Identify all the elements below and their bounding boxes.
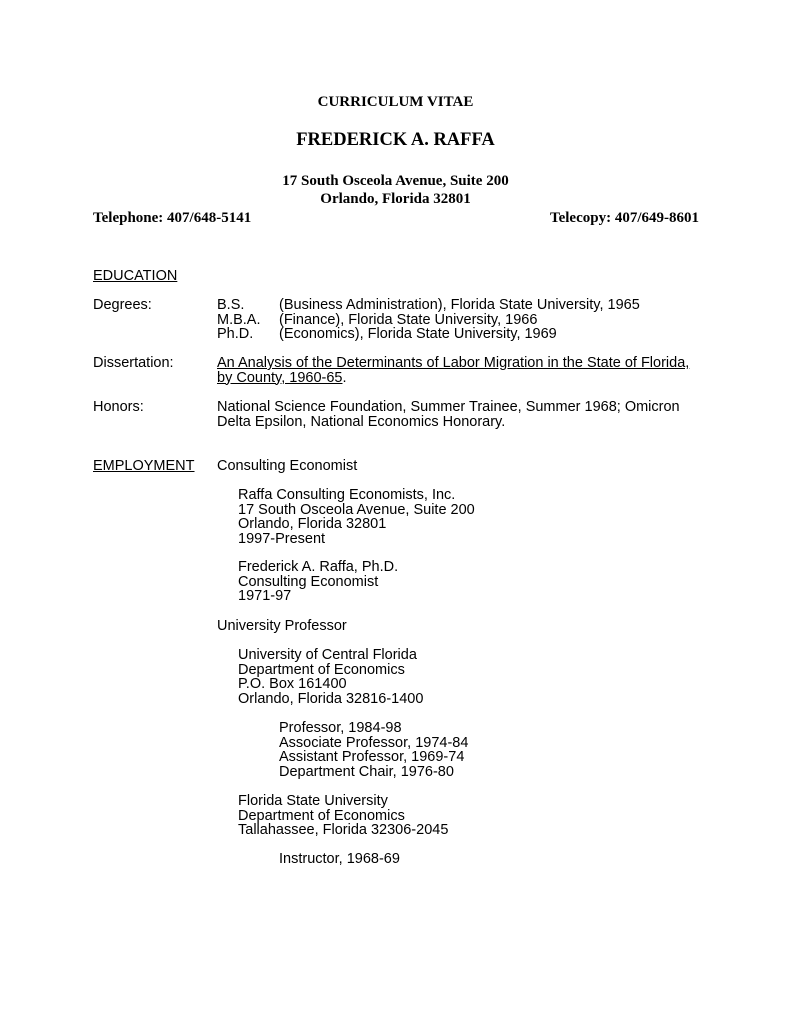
employer-line: University of Central Florida xyxy=(238,647,417,663)
telephone: Telephone: 407/648-5141 xyxy=(93,210,252,226)
address-line-2: Orlando, Florida 32801 xyxy=(320,191,471,207)
employer-line: Orlando, Florida 32816-1400 xyxy=(238,690,424,707)
employer-line: 1971-97 xyxy=(238,588,292,604)
degree-abbr: M.B.A. xyxy=(217,311,261,328)
raffa-consulting-block xyxy=(238,488,475,546)
dissertation-label: Dissertation: xyxy=(93,355,174,371)
education-heading: EDUCATION xyxy=(93,268,178,284)
degrees-label: Degrees: xyxy=(93,297,152,313)
honors-text xyxy=(217,400,680,429)
degrees-list xyxy=(217,298,640,342)
fsu-block xyxy=(238,794,448,838)
dissertation-title xyxy=(217,356,689,385)
degree-abbr: B.S. xyxy=(217,297,245,313)
position-line: Associate Professor, 1974-84 xyxy=(279,734,469,751)
degree-detail: (Business Administration), Florida State University, 1965 xyxy=(279,297,640,313)
position-line: Instructor, 1968-69 xyxy=(279,851,400,867)
employer-line: 1997-Present xyxy=(238,530,326,547)
degree-row xyxy=(217,298,640,313)
position-line: Assistant Professor, 1969-74 xyxy=(279,749,465,765)
employer-line: Florida State University xyxy=(238,793,388,809)
position-line: Professor, 1984-98 xyxy=(279,720,402,736)
consulting-title: Consulting Economist xyxy=(217,458,358,474)
employer-line: Raffa Consulting Economists, Inc. xyxy=(238,487,456,503)
fsu-positions xyxy=(279,852,400,867)
telecopy: Telecopy: 407/649-8601 xyxy=(549,210,699,226)
university-title: University Professor xyxy=(217,618,347,634)
degree-row xyxy=(217,327,640,342)
ucf-positions xyxy=(279,721,468,779)
employment-heading: EMPLOYMENT xyxy=(93,458,195,474)
document-title: CURRICULUM VITAE xyxy=(317,94,474,110)
employer-line: Consulting Economist xyxy=(238,573,379,590)
employer-line: Department of Economics xyxy=(238,661,405,678)
address-line-1: 17 South Osceola Avenue, Suite 200 xyxy=(282,173,509,189)
degree-row xyxy=(217,313,640,328)
ucf-block xyxy=(238,648,423,706)
honors-line-2: Delta Epsilon, National Economics Honorary. xyxy=(217,413,506,430)
honors-line-1: National Science Foundation, Summer Trainee, Summer 1968; Omicron xyxy=(217,399,680,415)
employer-line: 17 South Osceola Avenue, Suite 200 xyxy=(238,501,475,518)
dissertation-line-2: by County, 1960-65 xyxy=(217,369,343,386)
employer-line: Orlando, Florida 32801 xyxy=(238,516,387,532)
degree-abbr: Ph.D. xyxy=(217,326,254,342)
employer-line: Department of Economics xyxy=(238,807,405,824)
employer-line: P.O. Box 161400 xyxy=(238,676,347,692)
employer-line: Frederick A. Raffa, Ph.D. xyxy=(238,559,399,575)
degree-detail: (Economics), Florida State University, 1969 xyxy=(279,326,557,342)
dissertation-line-1: An Analysis of the Determinants of Labor Migration in the State of Florida, xyxy=(217,355,690,371)
dissertation-period: . xyxy=(342,369,347,386)
employer-line: Tallahassee, Florida 32306-2045 xyxy=(238,822,449,838)
degree-detail: (Finance), Florida State University, 1966 xyxy=(279,311,538,328)
position-line: Department Chair, 1976-80 xyxy=(279,763,454,780)
honors-label: Honors: xyxy=(93,399,144,415)
raffa-phd-block xyxy=(238,560,398,604)
person-name: FREDERICK A. RAFFA xyxy=(296,130,495,150)
